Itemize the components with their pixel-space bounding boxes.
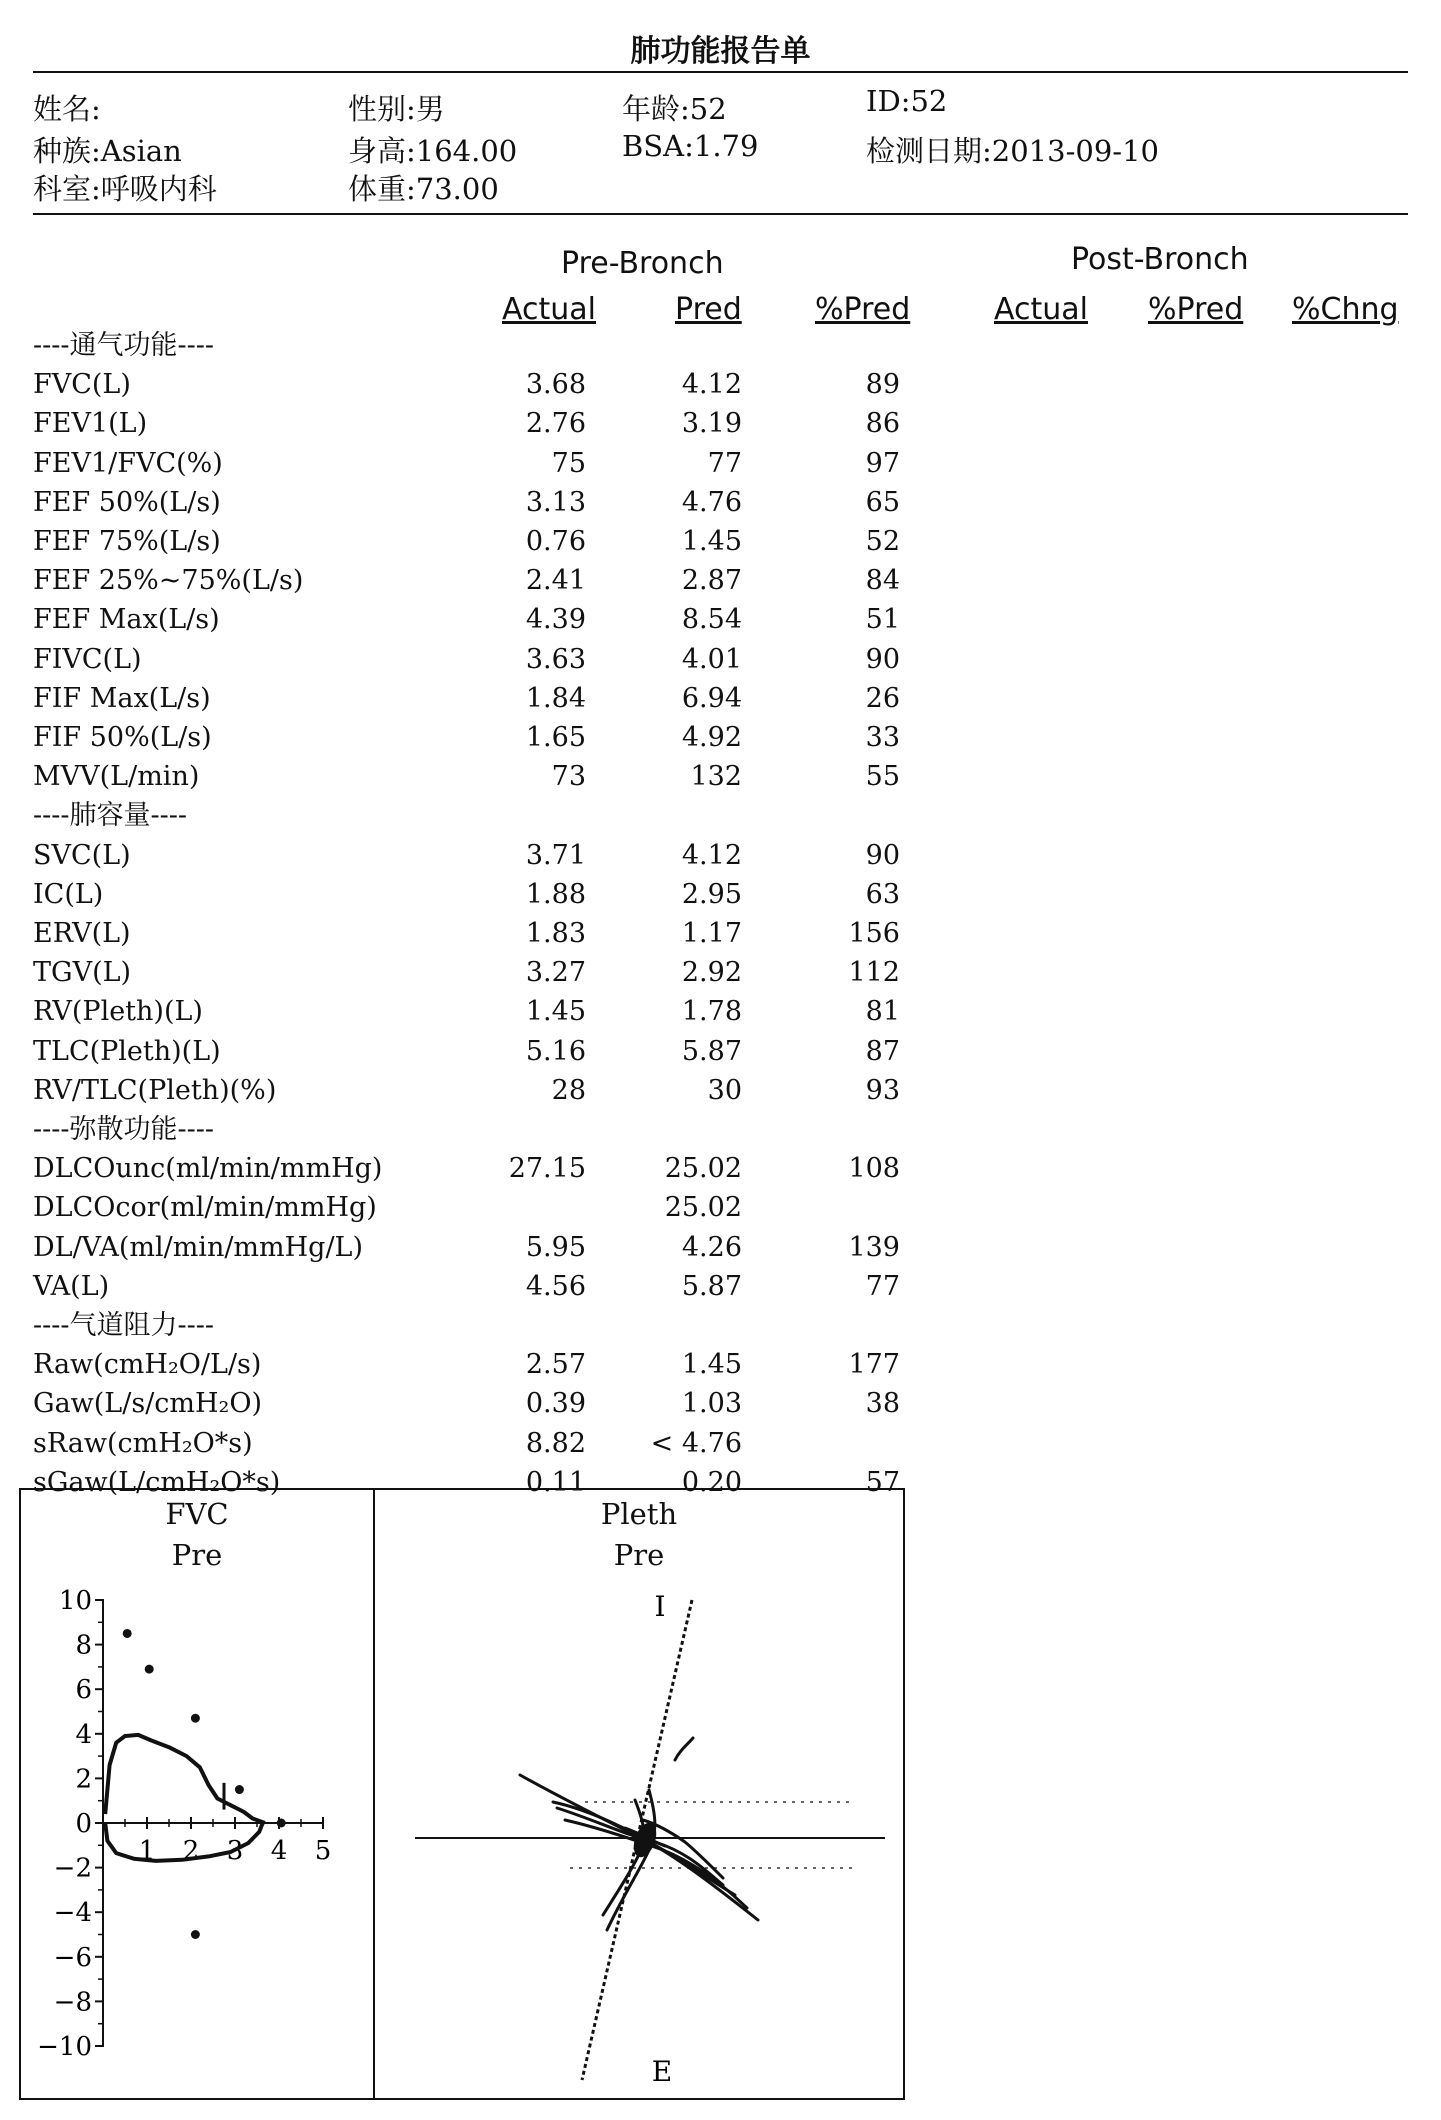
table-row [0,796,1441,835]
fvc-expiratory-curve [105,1735,265,1823]
row-pred: < 4.76 [650,1427,742,1459]
col-post-actual: Actual [994,292,1088,327]
row-pred: 77 [707,447,742,479]
fvc-y-tick-label: −6 [53,1942,92,1973]
row-actual: 75 [551,447,586,479]
fvc-predicted-point [191,1714,200,1723]
row-pct-pred: 65 [865,486,900,518]
table-row [0,1149,1441,1188]
table-row [0,561,1441,600]
row-label: FIF 50%(L/s) [33,722,212,753]
pleth-label-top: I [654,1590,666,1623]
col-post-pct-pred: %Pred [1148,292,1244,327]
table-row [0,1110,1441,1149]
row-pred: 4.01 [681,643,742,675]
row-actual: 73 [551,761,586,793]
fvc-chart-subtitle: Pre [171,1538,223,1572]
row-pct-pred: 52 [865,526,900,557]
row-pct-pred: 108 [848,1153,900,1185]
patient-name: 姓名: [33,92,101,126]
table-row [0,836,1441,875]
row-pct-pred: 77 [865,1270,900,1302]
patient-bsa: BSA:1.79 [622,129,759,163]
row-label: TLC(Pleth)(L) [33,1035,221,1067]
fvc-x-tick-label: 2 [182,1836,200,1866]
row-pred: 1.45 [681,1349,742,1381]
row-label: FEV1(L) [33,408,148,440]
row-label: Raw(cmH₂O/L/s) [33,1349,262,1381]
row-label: DLCOunc(ml/min/mmHg) [33,1153,383,1185]
row-pred: 25.02 [664,1192,742,1224]
row-pred: 2.87 [681,565,742,597]
fvc-y-tick-label: 0 [75,1809,92,1839]
fvc-chart-title: FVC [165,1497,229,1531]
table-row [0,718,1441,757]
row-pct-pred: 26 [865,682,900,714]
fvc-y-tick-label: 8 [75,1630,92,1661]
pleth-loop-trace [675,1738,693,1760]
row-pct-pred: 38 [865,1388,900,1420]
table-row [0,1188,1441,1227]
row-pred: 1.45 [681,526,742,557]
row-pred: 2.92 [681,957,742,989]
row-label: FEF 75%(L/s) [33,526,221,557]
table-row [0,404,1441,443]
row-actual: 5.16 [525,1035,586,1067]
row-actual: 1.83 [525,918,586,949]
row-actual: 2.41 [525,565,586,597]
row-actual: 3.63 [525,643,586,675]
patient-age: 年龄:52 [622,92,727,126]
row-pct-pred: 51 [865,604,900,636]
row-pred: 1.78 [681,996,742,1028]
pleth-chart-panel [373,1488,905,2100]
table-row [0,1384,1441,1423]
fvc-predicted-point [123,1629,132,1638]
row-pct-pred: 90 [865,839,900,871]
fvc-x-tick-label: 3 [226,1836,244,1866]
row-pct-pred: 139 [848,1231,900,1263]
row-pred: 4.12 [681,369,742,401]
row-actual: 3.71 [525,839,586,871]
row-pred: 8.54 [681,604,742,636]
fvc-predicted-point [277,1819,286,1828]
row-label: Gaw(L/s/cmH₂O) [33,1388,263,1420]
row-actual: 27.15 [508,1153,586,1185]
pleth-loop-chart [375,1490,903,2098]
row-label: sRaw(cmH₂O*s) [33,1427,253,1459]
row-pred: 30 [707,1074,742,1106]
row-label: VA(L) [33,1270,110,1302]
col-pct-chng: %Chng [1292,292,1399,327]
row-pred: 5.87 [681,1035,742,1067]
fvc-y-tick-label: 10 [58,1586,92,1616]
row-label: sGaw(L/cmH₂O*s) [33,1466,281,1498]
table-row [0,875,1441,914]
row-label: FEF Max(L/s) [33,604,220,636]
fvc-y-tick-label: 6 [75,1675,92,1706]
row-actual: 8.82 [525,1427,586,1459]
table-row [0,483,1441,522]
table-row [0,444,1441,483]
row-label: IC(L) [33,878,104,910]
fvc-y-tick-label: 2 [75,1764,92,1795]
row-pct-pred: 87 [865,1035,900,1067]
table-row [0,1032,1441,1071]
row-pct-pred: 55 [865,761,900,793]
row-pct-pred: 86 [865,408,900,440]
row-label: FEV1/FVC(%) [33,447,223,479]
fvc-y-tick-label: 4 [75,1719,92,1750]
row-pred: 2.95 [681,878,742,910]
row-pred: 0.20 [681,1466,742,1498]
fvc-x-tick-label: 1 [138,1836,156,1866]
row-actual: 1.88 [525,878,586,910]
fvc-y-tick-label: −10 [37,2032,92,2062]
row-label: TGV(L) [33,957,132,989]
table-row [0,914,1441,953]
row-pred: 4.76 [681,486,742,518]
fvc-y-tick-label: −4 [53,1898,92,1929]
row-actual: 0.39 [525,1388,586,1420]
col-actual: Actual [502,292,596,327]
row-pct-pred: 57 [865,1466,900,1498]
row-pct-pred: 90 [865,643,900,675]
row-pred: 25.02 [664,1153,742,1185]
row-actual: 2.57 [525,1349,586,1381]
row-pct-pred: 89 [865,369,900,401]
patient-id: ID:52 [866,84,948,118]
fvc-y-tick-label: −2 [53,1853,92,1884]
col-pred: Pred [675,292,742,327]
row-pct-pred: 81 [865,996,900,1028]
row-pct-pred: 156 [848,918,900,949]
row-label: FIVC(L) [33,643,142,675]
row-actual: 3.27 [525,957,586,989]
table-row [0,1267,1441,1306]
table-row [0,365,1441,404]
row-label: FEF 25%~75%(L/s) [33,565,304,597]
row-pct-pred: 84 [865,565,900,597]
header-rule-top [33,71,1408,73]
row-label: ----弥散功能---- [33,1114,214,1145]
table-row [0,326,1441,365]
row-label: MVV(L/min) [33,761,200,793]
fvc-x-tick-label: 5 [314,1836,332,1866]
row-actual: 0.11 [525,1466,586,1498]
row-actual: 0.76 [525,526,586,557]
fvc-flow-volume-chart [21,1490,373,2098]
patient-gender: 性别:男 [348,92,445,126]
table-row [0,953,1441,992]
row-pct-pred: 177 [848,1349,900,1381]
row-pct-pred: 112 [848,957,900,989]
row-pred: 4.26 [681,1231,742,1263]
row-pred: 5.87 [681,1270,742,1302]
table-row [0,522,1441,561]
row-actual: 3.13 [525,486,586,518]
row-label: RV(Pleth)(L) [33,996,203,1028]
row-label: FEF 50%(L/s) [33,486,221,518]
fvc-y-tick-label: −8 [53,1987,92,2018]
row-pred: 132 [690,761,742,793]
row-actual: 4.56 [525,1270,586,1302]
row-label: ----通气功能---- [33,330,214,361]
patient-race: 种族:Asian [33,134,182,168]
patient-weight: 体重:73.00 [348,172,499,206]
table-row [0,1228,1441,1267]
row-actual: 1.45 [525,996,586,1028]
pleth-chart-subtitle: Pre [613,1538,665,1572]
table-row [0,1071,1441,1110]
row-label: DL/VA(ml/min/mmHg/L) [33,1231,364,1263]
table-row [0,1424,1441,1463]
row-pct-pred: 63 [865,878,900,910]
row-label: DLCOcor(ml/min/mmHg) [33,1192,377,1224]
pleth-chart-title: Pleth [600,1497,678,1531]
table-row [0,600,1441,639]
test-date: 检测日期:2013-09-10 [866,134,1159,168]
row-label: FIF Max(L/s) [33,682,211,714]
row-label: ERV(L) [33,918,131,949]
row-actual: 2.76 [525,408,586,440]
fvc-chart-panel [19,1488,375,2100]
fvc-predicted-point [191,1930,200,1939]
table-row [0,1306,1441,1345]
row-pred: 4.92 [681,722,742,753]
row-pred: 1.03 [681,1388,742,1420]
pleth-label-bottom: E [651,2055,673,2088]
fvc-predicted-point [235,1785,244,1794]
row-pct-pred: 97 [865,447,900,479]
fvc-predicted-point [145,1665,154,1674]
patient-height: 身高:164.00 [348,134,518,168]
row-label: SVC(L) [33,839,131,871]
row-pct-pred: 93 [865,1074,900,1106]
table-row [0,640,1441,679]
row-actual: 1.65 [525,722,586,753]
row-pred: 1.17 [681,918,742,949]
post-bronch-header: Post-Bronch [1071,242,1249,277]
row-pred: 6.94 [681,682,742,714]
fvc-x-tick-label: 4 [270,1836,288,1866]
row-actual: 3.68 [525,369,586,401]
table-row [0,1345,1441,1384]
patient-department: 科室:呼吸内科 [33,172,217,206]
col-pct-pred: %Pred [815,292,911,327]
table-row [0,757,1441,796]
table-row [0,992,1441,1031]
row-label: ----肺容量---- [33,800,187,832]
row-label: FVC(L) [33,369,131,401]
pre-bronch-header: Pre-Bronch [561,246,724,281]
table-row [0,679,1441,718]
row-pred: 4.12 [681,839,742,871]
row-label: ----气道阻力---- [33,1310,214,1341]
row-actual: 4.39 [525,604,586,636]
row-label: RV/TLC(Pleth)(%) [33,1074,277,1106]
row-actual: 1.84 [525,682,586,714]
report-title: 肺功能报告单 [630,34,811,69]
header-rule-bottom [33,213,1408,215]
row-pred: 3.19 [681,408,742,440]
row-actual: 5.95 [525,1231,586,1263]
row-actual: 28 [551,1074,586,1106]
row-pct-pred: 33 [865,722,900,753]
